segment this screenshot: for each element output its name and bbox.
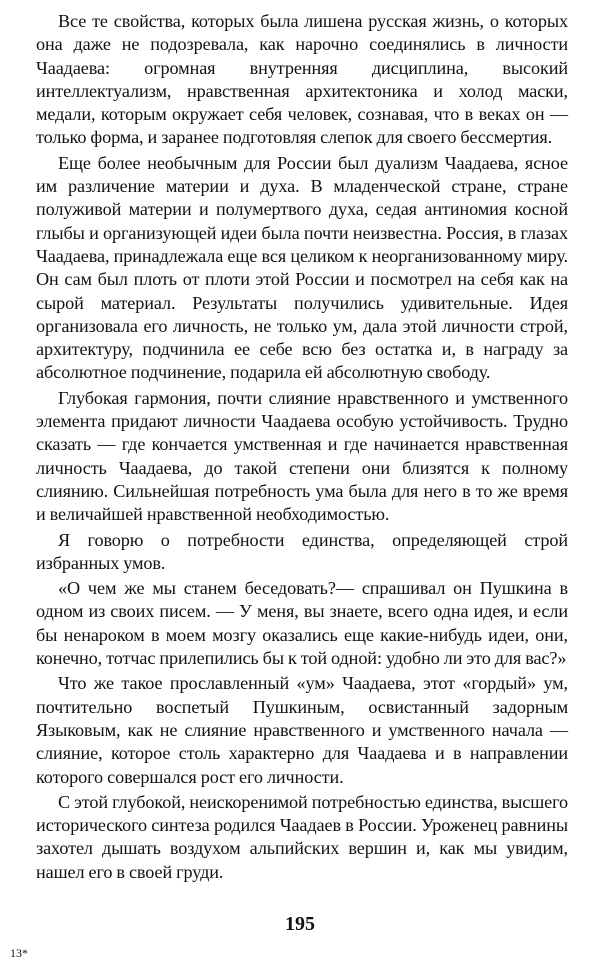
paragraph-5-quote: «О чем же мы станем беседовать?— спрашивал он Пушкина в одном из своих писем. — У меня, вы знаете, всего одна идея, и если бы ненароком в моем мозгу оказались еще какие-нибудь идеи, они, конечно, тотчас прилепились бы к той одной: удобно ли это для вас?» bbox=[36, 578, 568, 669]
paragraph-7: С этой глубокой, неискоренимой потребностью единства, высшего исторического синтеза родился Чаадаев в России. Уроженец равнины захотел дышать воздухом альпийских вершин и, как мы увидим, нашел его в своей груди. bbox=[36, 791, 568, 882]
signature-mark: 13* bbox=[10, 946, 28, 960]
paragraph-6: Что же такое прославленный «ум» Чаадаева, этот «гордый» ум, почтительно воспетый Пушкиным, освистанный задорным Языковым, как не слияние нравственного и умственного начала — слияние, которое столь характерно для Чаадаева и в направлении которого совершался рост его личности. bbox=[36, 673, 568, 787]
paragraph-4: Я говорю о потребности единства, определяющей строй избранных умов. bbox=[36, 529, 568, 573]
paragraph-1: Все те свойства, которых была лишена русская жизнь, о которых она даже не подозревала, как нарочно соединялись в личности Чаадаева: огромная внутренняя дисциплина, высокий интеллектуализм, нравственная архитектоника и холод маски, медали, которым окружает себя человек, сознавая, что в веках он — только форма, и заранее подготовляя слепок для своего бессмертия. bbox=[36, 11, 568, 148]
page-body bbox=[36, 10, 568, 886]
page-number: 195 bbox=[285, 913, 315, 935]
paragraph-2: Еще более необычным для России был дуализм Чаадаева, ясное им различение материи и духа. В младенческой стране, стране полуживой материи и полумертвого духа, седая антиномия косной глыбы и организующей идеи была почти неизвестна. Россия, в глазах Чаадаева, принадлежала еще вся целиком к неорганизованному миру. Он сам был плоть от плоти этой России и посмотрел на себя как на сырой материал. Результаты получились удивительные. Идея организовала его личность, не только ум, дала этой личности строй, архитектуру, подчинила ее себе всю без остатка и, в награду за абсолютное подчинение, подарила ей абсолютную свободу. bbox=[36, 152, 568, 383]
paragraph-3: Глубокая гармония, почти слияние нравственного и умственного элемента придают личности Чаадаева особую устойчивость. Трудно сказать — где кончается умственная и где начинается нравственная личность Чаадаева, до такой степени они близятся к полному слиянию. Сильнейшая потребность ума была для него в то же время и величайшей нравственной необходимостью. bbox=[36, 387, 568, 525]
